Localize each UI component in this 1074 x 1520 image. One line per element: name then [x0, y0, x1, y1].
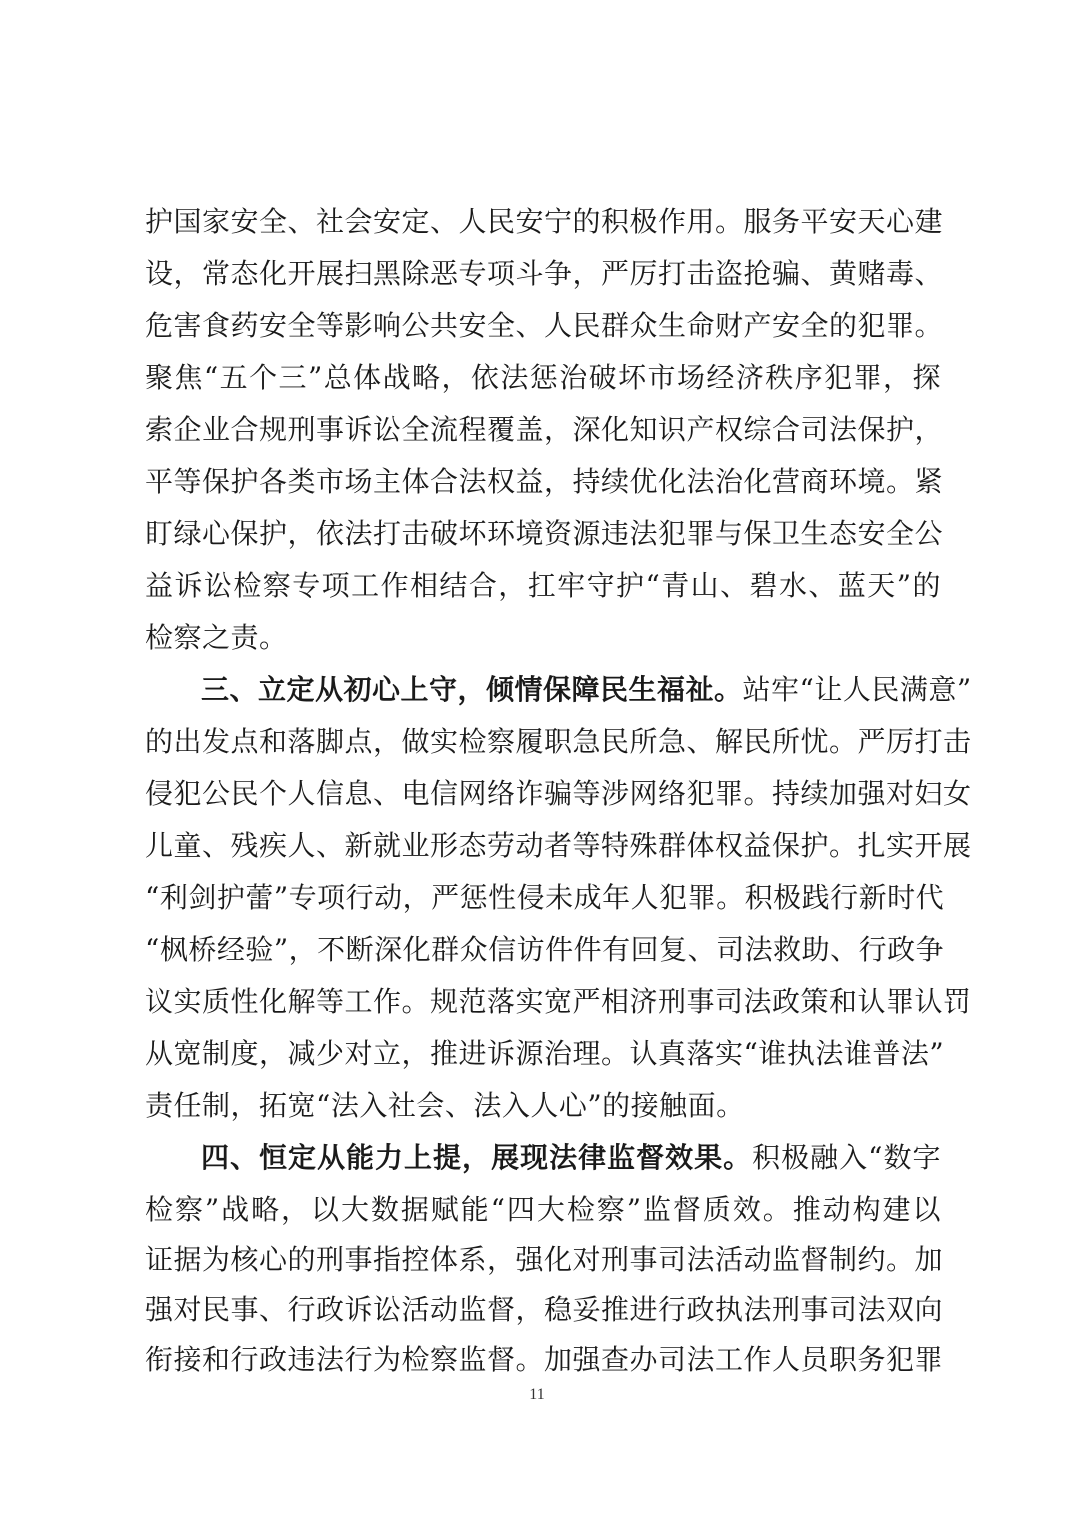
- body-text-line: 平等保护各类市场主体合法权益，持续优化法治化营商环境。紧: [145, 465, 944, 498]
- section-first-line-text: 积极融入“数字: [752, 1141, 941, 1174]
- body-text-line: 儿童、残疾人、新就业形态劳动者等特殊群体权益保护。扎实开展: [145, 829, 972, 862]
- body-text-line: 检察之责。: [145, 621, 288, 654]
- body-text-line: 强对民事、行政诉讼活动监督，稳妥推进行政执法刑事司法双向: [145, 1293, 944, 1326]
- body-text-line: 设，常态化开展扫黑除恶专项斗争，严厉打击盗抢骗、黄赌毒、: [145, 257, 944, 290]
- section-first-line: [201, 1132, 941, 1184]
- body-text-line: 证据为核心的刑事指控体系，强化对刑事司法活动监督制约。加: [145, 1243, 944, 1276]
- body-text-line: 盯绿心保护，依法打击破坏环境资源违法犯罪与保卫生态安全公: [145, 517, 944, 550]
- body-text-line: “枫桥经验”，不断深化群众信访件件有回复、司法救助、行政争: [145, 933, 945, 966]
- body-text-line: 衔接和行政违法行为检察监督。加强查办司法工作人员职务犯罪: [145, 1343, 944, 1376]
- body-text-line: 的出发点和落脚点，做实检察履职急民所急、解民所忧。严厉打击: [145, 725, 972, 758]
- page-number: 11: [529, 1386, 545, 1403]
- body-text-line: 责任制，拓宽“法入社会、法入人心”的接触面。: [145, 1089, 745, 1122]
- body-text-line: 索企业合规刑事诉讼全流程覆盖，深化知识产权综合司法保护，: [145, 413, 944, 446]
- body-text-line: 侵犯公民个人信息、电信网络诈骗等涉网络犯罪。持续加强对妇女: [145, 777, 972, 810]
- body-text-line: 益诉讼检察专项工作相结合，扛牢守护“青山、碧水、蓝天”的: [145, 569, 941, 602]
- section-first-line: [201, 664, 972, 716]
- section-first-line-text: 站牢“让人民满意”: [742, 673, 972, 706]
- body-text-line: 检察”战略，以大数据赋能“四大检察”监督质效。推动构建以: [145, 1193, 941, 1226]
- body-text-line: 从宽制度，减少对立，推进诉源治理。认真落实“谁执法谁普法”: [145, 1037, 945, 1070]
- section-heading: 四、恒定从能力上提，展现法律监督效果。: [201, 1141, 753, 1174]
- section-heading: 三、立定从初心上守，倾情保障民生福祉。: [201, 673, 743, 706]
- body-text-line: 议实质性化解等工作。规范落实宽严相济刑事司法政策和认罪认罚: [145, 985, 972, 1018]
- body-text-line: 危害食药安全等影响公共安全、人民群众生命财产安全的犯罪。: [145, 309, 944, 342]
- body-text-line: “利剑护蕾”专项行动，严惩性侵未成年人犯罪。积极践行新时代: [145, 881, 945, 914]
- body-text-line: 聚焦“五个三”总体战略，依法惩治破坏市场经济秩序犯罪，探: [145, 361, 941, 394]
- body-text-line: 护国家安全、社会安定、人民安宁的积极作用。服务平安天心建: [145, 205, 944, 238]
